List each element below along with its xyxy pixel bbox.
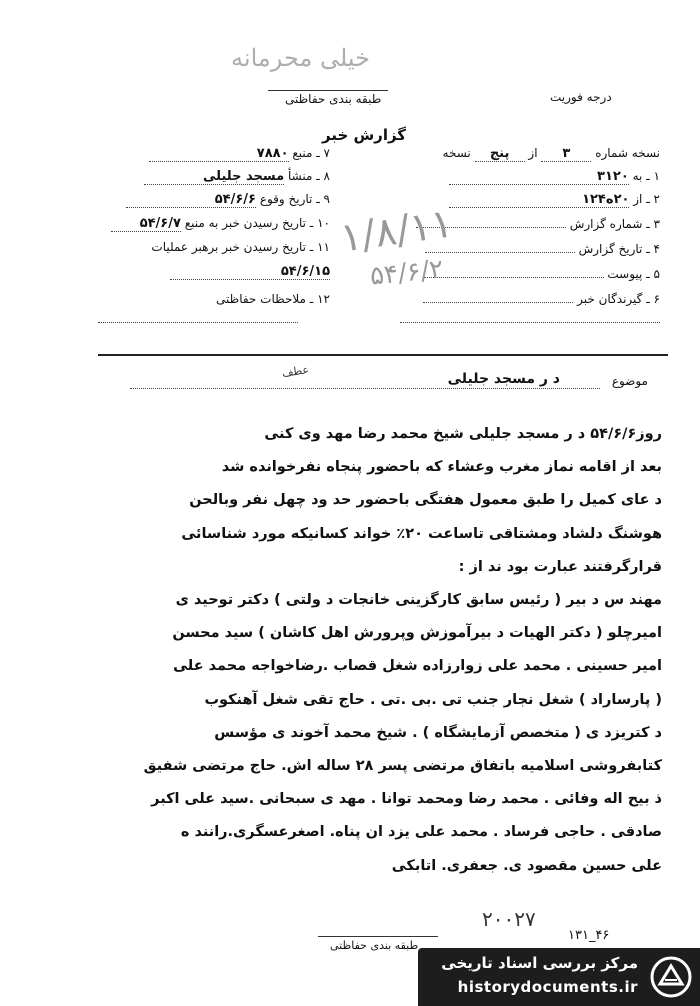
watermark-url: historydocuments.ir (457, 978, 638, 996)
copy-of-label: از (528, 146, 538, 160)
body-line: علی حسین مقصود ی. جعفری. اتابکی (391, 857, 662, 874)
event-date-label: ۹ ـ تاریخ وقوع (259, 192, 330, 206)
classification-top-label: طبقه بندی حفاظتی (285, 92, 382, 106)
recipients-line (423, 302, 573, 303)
left-extra-line (98, 322, 298, 323)
source-value: ۷۸۸۰ (149, 146, 289, 162)
subject-line (130, 388, 600, 389)
body-line: امیرچلو ( دکتر الهیات د بیرآموزش وپرورش اهل کاشان ) سید محسن (172, 625, 662, 642)
report-body (42, 418, 662, 883)
handwritten-note: عطف (281, 363, 310, 380)
subject-label: موضوع (611, 374, 648, 388)
report-number-label: ۳ ـ شماره گزارش (569, 217, 660, 231)
classification-bottom-line (318, 936, 438, 937)
ops-date-row (60, 240, 330, 254)
handwritten-number: ۲۰۰۲۷ (482, 907, 536, 931)
body-line: ذ بیح اله وفائی . محمد رضا ومحمد توانا . مهد ی سبحانی .سید علی اکبر (151, 791, 662, 808)
ops-date-label: ۱۱ ـ تاریخ رسیدن خبر برهبر عملیات (151, 240, 330, 254)
copy-number-row (390, 146, 660, 162)
copy-unit-label: نسخه (442, 146, 471, 160)
receipt-date-value: ۵۴/۶/۷ (111, 216, 181, 232)
copy-label: نسخه شماره (595, 146, 660, 160)
security-notes-label: ۱۲ ـ ملاحظات حفاظتی (216, 292, 330, 306)
body-line: امیر حسینی . محمد علی زوارزاده شغل قصاب .رضاخواجه محمد علی (173, 658, 662, 675)
right-extra-line (400, 322, 660, 323)
from-value: ۲۰ه۱۲۴ (449, 192, 629, 208)
receipt-date-label: ۱۰ ـ تاریخ رسیدن خبر به منبع (184, 216, 330, 230)
copy-number-value: ۳ (541, 146, 591, 162)
report-date-label: ۴ ـ تاریخ گزارش (578, 242, 660, 256)
origin-label: ۸ ـ منشأ (287, 169, 330, 183)
body-line: مهند س د بیر ( رئیس سابق کارگزینی خانجات د ولتی ) دکتر توحید ی (175, 592, 662, 609)
recipients-row (390, 292, 660, 306)
body-line: هوشنگ دلشاد ومشتاقی تاساعت ۲۰٪ خواند کسانیکه مورد شناسائی (181, 525, 662, 542)
classification-line (268, 90, 388, 91)
body-line: قرارگرفتند عبارت بود ند از : (458, 558, 662, 575)
to-label: ۱ ـ به (632, 169, 660, 183)
pencil-mark-date: ۱/۸/۱۱ (337, 200, 456, 262)
subject-value: د ر مسجد جلیلی (447, 371, 560, 387)
header-divider (98, 354, 668, 356)
receipt-date-row (60, 216, 330, 232)
recipients-label: ۶ ـ گیرندگان خبر (577, 292, 660, 306)
body-line: بعد از اقامه نماز مغرب وعشاء که باحضور پنجاه نفرخوانده شد (221, 459, 662, 476)
origin-row (60, 169, 330, 185)
to-value: ۳۱۲۰ (449, 169, 629, 185)
ops-date-value: ۵۴/۶/۱۵ (170, 264, 330, 280)
classification-bottom-label: طبقه بندی حفاظتی (330, 939, 419, 952)
report-title: گزارش خبر (322, 126, 407, 144)
copy-total-value: پنج (475, 146, 525, 162)
report-date-line (425, 252, 575, 253)
body-line: د کتریزد ی ( متخصص آزمایشگاه ) . شیخ محمد آخوند ی مؤسس (214, 724, 662, 741)
body-line: صادقی . حاجی فرساد . محمد علی یزد ان پناه. اصغرعسگری.رانند ه (180, 824, 662, 841)
attachment-line (424, 277, 604, 278)
from-label: ۲ ـ از (633, 192, 660, 206)
security-notes-row (60, 292, 330, 306)
to-row (390, 169, 660, 185)
body-line: ( پارساراد ) شغل نجار جنب تی .بی .تی . حاج تقی شغل آهنکوب (204, 691, 662, 708)
urgency-label: درجه فوریت (550, 90, 612, 104)
body-line: روز۵۴/۶/۶ د ر مسجد جلیلی شیخ محمد رضا مهد وی کنی (264, 426, 662, 442)
body-line: کتابفروشی اسلامیه باتفاق مرتضی پسر ۲۸ ساله اش. حاج مرتضی شفیق (143, 758, 662, 775)
pencil-mark-number: ۵۴/۶/۲ (368, 254, 445, 292)
classification-stamp: خیلی محرمانه (231, 44, 370, 72)
origin-value: مسجد جلیلی (144, 169, 284, 185)
watermark-banner (418, 948, 700, 1006)
document-center-logo-icon (650, 956, 692, 998)
ops-date-value-row (60, 264, 330, 280)
attachment-label: ۵ ـ پیوست (607, 267, 660, 281)
source-row (60, 146, 330, 162)
reference-number: ۱۳۱_۴۶ (568, 928, 610, 943)
event-date-row (60, 192, 330, 208)
source-label: ۷ ـ منبع (292, 146, 330, 160)
body-line: د عای کمیل را طبق معمول هفتگی باحضور حد ود چهل نفر وبالحن (189, 492, 662, 509)
event-date-value: ۵۴/۶/۶ (126, 192, 256, 208)
watermark-title: مرکز بررسی اسناد تاریخی (441, 954, 638, 972)
